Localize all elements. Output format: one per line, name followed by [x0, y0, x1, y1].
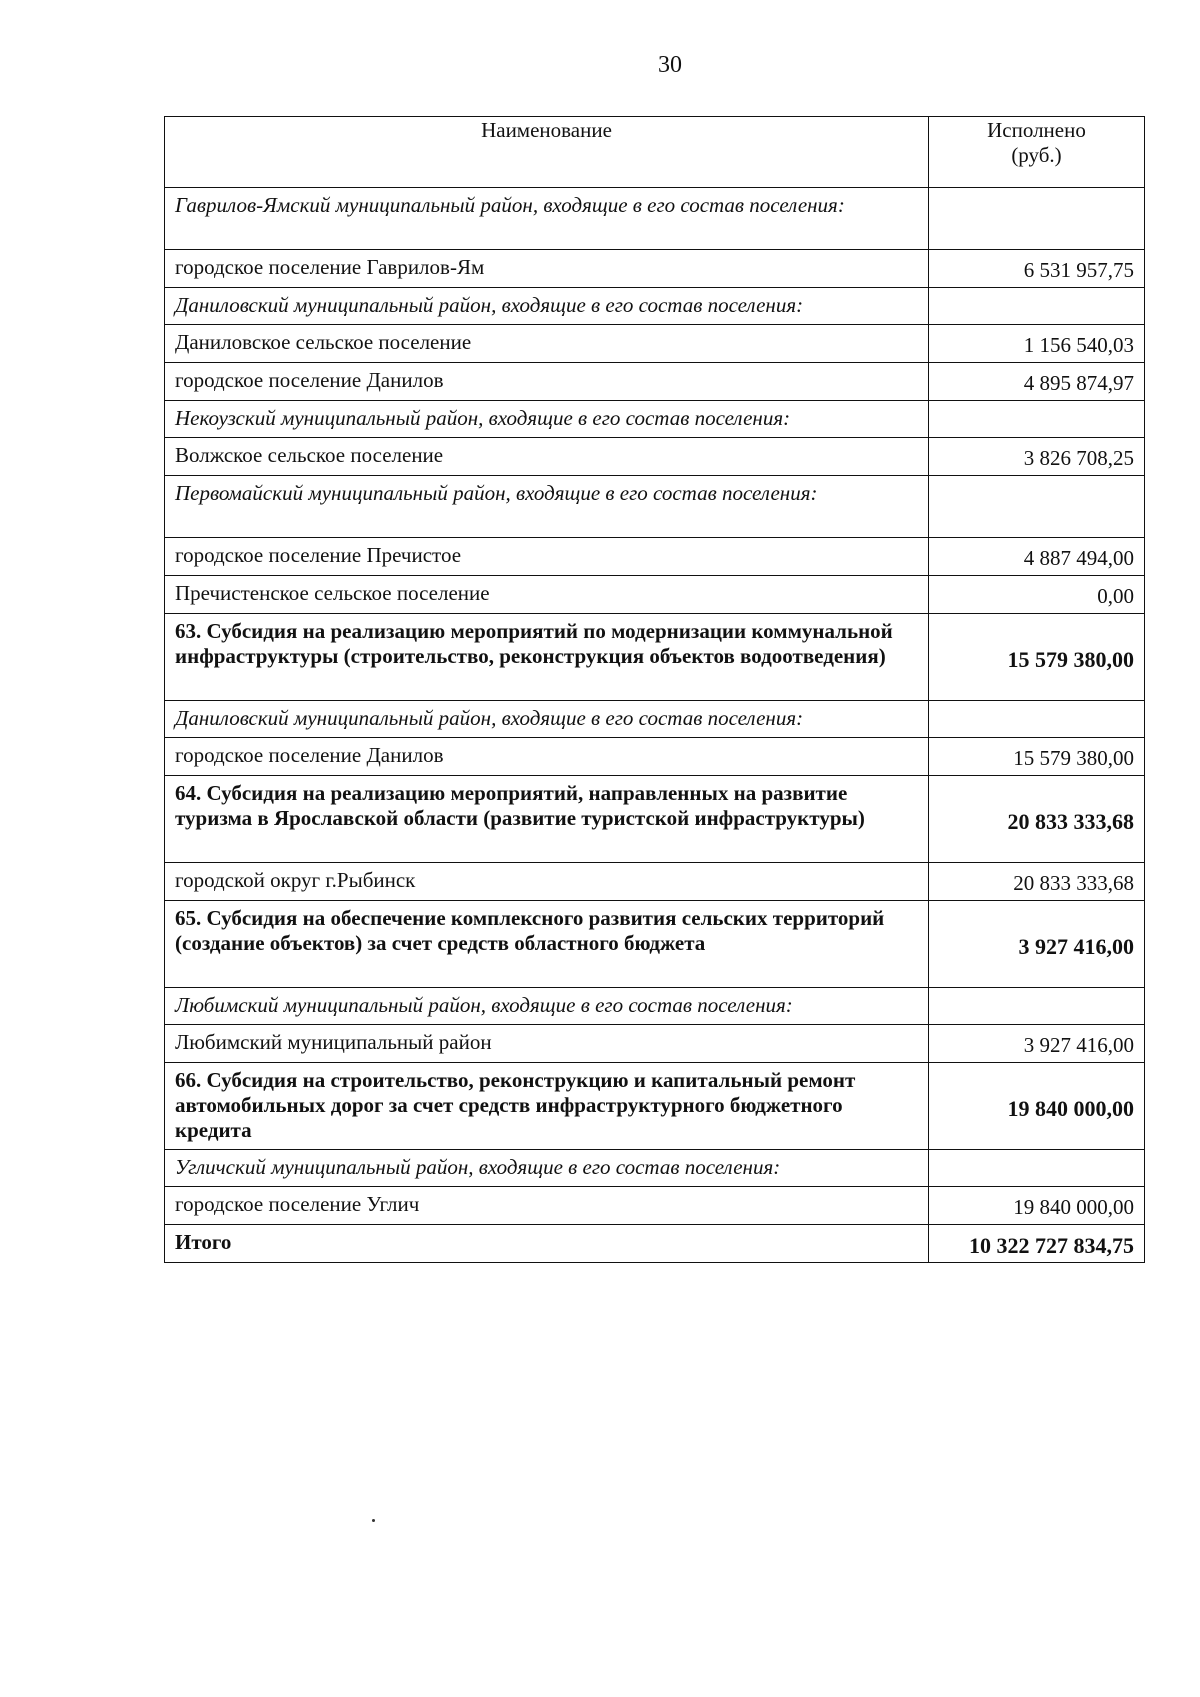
- group-row: [165, 188, 1145, 250]
- item-value-cell: 1 156 540,03: [929, 325, 1145, 363]
- table-row: [165, 250, 1145, 288]
- item-name-cell: Волжское сельское поселение: [165, 438, 929, 476]
- group-value-cell: [929, 288, 1145, 325]
- group-name-cell: Некоузский муниципальный район, входящие в его состав поселения:: [165, 401, 929, 438]
- item-name-cell: городское поселение Углич: [165, 1187, 929, 1225]
- table-row: [165, 576, 1145, 614]
- total-value-cell: 10 322 727 834,75: [929, 1225, 1145, 1263]
- subsidy-row: [165, 901, 1145, 988]
- table-body: [165, 188, 1145, 1263]
- total-name-cell: Итого: [165, 1225, 929, 1263]
- item-value-cell: 15 579 380,00: [929, 738, 1145, 776]
- subsidy-name-cell: 66. Субсидия на строительство, реконструкцию и капитальный ремонт автомобильных дорог за счет средств инфраструктурного бюджетного кредита: [165, 1063, 929, 1150]
- table-row: [165, 1187, 1145, 1225]
- subsidy-row: [165, 776, 1145, 863]
- group-row: [165, 476, 1145, 538]
- item-name-cell: городское поселение Гаврилов-Ям: [165, 250, 929, 288]
- scan-dot: [372, 1519, 375, 1522]
- table-row: [165, 738, 1145, 776]
- item-value-cell: 3 826 708,25: [929, 438, 1145, 476]
- group-row: [165, 1150, 1145, 1187]
- item-value-cell: 6 531 957,75: [929, 250, 1145, 288]
- group-name-cell: Угличский муниципальный район, входящие в его состав поселения:: [165, 1150, 929, 1187]
- item-value-cell: 0,00: [929, 576, 1145, 614]
- subsidy-value-cell: 20 833 333,68: [929, 776, 1145, 863]
- group-value-cell: [929, 988, 1145, 1025]
- subsidy-name-cell: 65. Субсидия на обеспечение комплексного развития сельских территорий (создание объектов) за счет средств областного бюджета: [165, 901, 929, 988]
- group-name-cell: Любимский муниципальный район, входящие в его состав поселения:: [165, 988, 929, 1025]
- subsidy-name-cell: 64. Субсидия на реализацию мероприятий, направленных на развитие туризма в Ярославской области (развитие туристской инфраструктуры): [165, 776, 929, 863]
- group-value-cell: [929, 188, 1145, 250]
- item-value-cell: 20 833 333,68: [929, 863, 1145, 901]
- table-row: [165, 863, 1145, 901]
- table-row: [165, 363, 1145, 401]
- item-name-cell: городское поселение Данилов: [165, 363, 929, 401]
- group-value-cell: [929, 401, 1145, 438]
- item-name-cell: городское поселение Данилов: [165, 738, 929, 776]
- header-value: Исполнено (руб.): [929, 117, 1145, 188]
- subsidy-value-cell: 15 579 380,00: [929, 614, 1145, 701]
- item-value-cell: 4 895 874,97: [929, 363, 1145, 401]
- item-value-cell: 3 927 416,00: [929, 1025, 1145, 1063]
- subsidy-value-cell: 19 840 000,00: [929, 1063, 1145, 1150]
- item-value-cell: 4 887 494,00: [929, 538, 1145, 576]
- group-value-cell: [929, 701, 1145, 738]
- group-value-cell: [929, 1150, 1145, 1187]
- header-name: Наименование: [165, 117, 929, 188]
- total-row: [165, 1225, 1145, 1263]
- item-name-cell: Любимский муниципальный район: [165, 1025, 929, 1063]
- group-name-cell: Даниловский муниципальный район, входящие в его состав поселения:: [165, 288, 929, 325]
- table-row: [165, 325, 1145, 363]
- budget-table: [164, 116, 1145, 1263]
- subsidy-row: [165, 614, 1145, 701]
- group-row: [165, 701, 1145, 738]
- item-name-cell: городское поселение Пречистое: [165, 538, 929, 576]
- item-name-cell: городской округ г.Рыбинск: [165, 863, 929, 901]
- group-name-cell: Первомайский муниципальный район, входящие в его состав поселения:: [165, 476, 929, 538]
- item-name-cell: Пречистенское сельское поселение: [165, 576, 929, 614]
- group-row: [165, 401, 1145, 438]
- table-row: [165, 438, 1145, 476]
- group-row: [165, 988, 1145, 1025]
- group-name-cell: Гаврилов-Ямский муниципальный район, входящие в его состав поселения:: [165, 188, 929, 250]
- group-row: [165, 288, 1145, 325]
- group-value-cell: [929, 476, 1145, 538]
- subsidy-value-cell: 3 927 416,00: [929, 901, 1145, 988]
- item-name-cell: Даниловское сельское поселение: [165, 325, 929, 363]
- table-header-row: [165, 117, 1145, 188]
- table-row: [165, 538, 1145, 576]
- group-name-cell: Даниловский муниципальный район, входящие в его состав поселения:: [165, 701, 929, 738]
- item-value-cell: 19 840 000,00: [929, 1187, 1145, 1225]
- page-number: 30: [658, 52, 682, 78]
- table-row: [165, 1025, 1145, 1063]
- subsidy-name-cell: 63. Субсидия на реализацию мероприятий по модернизации коммунальной инфраструктуры (строительство, реконструкция объектов водоотведения): [165, 614, 929, 701]
- subsidy-row: [165, 1063, 1145, 1150]
